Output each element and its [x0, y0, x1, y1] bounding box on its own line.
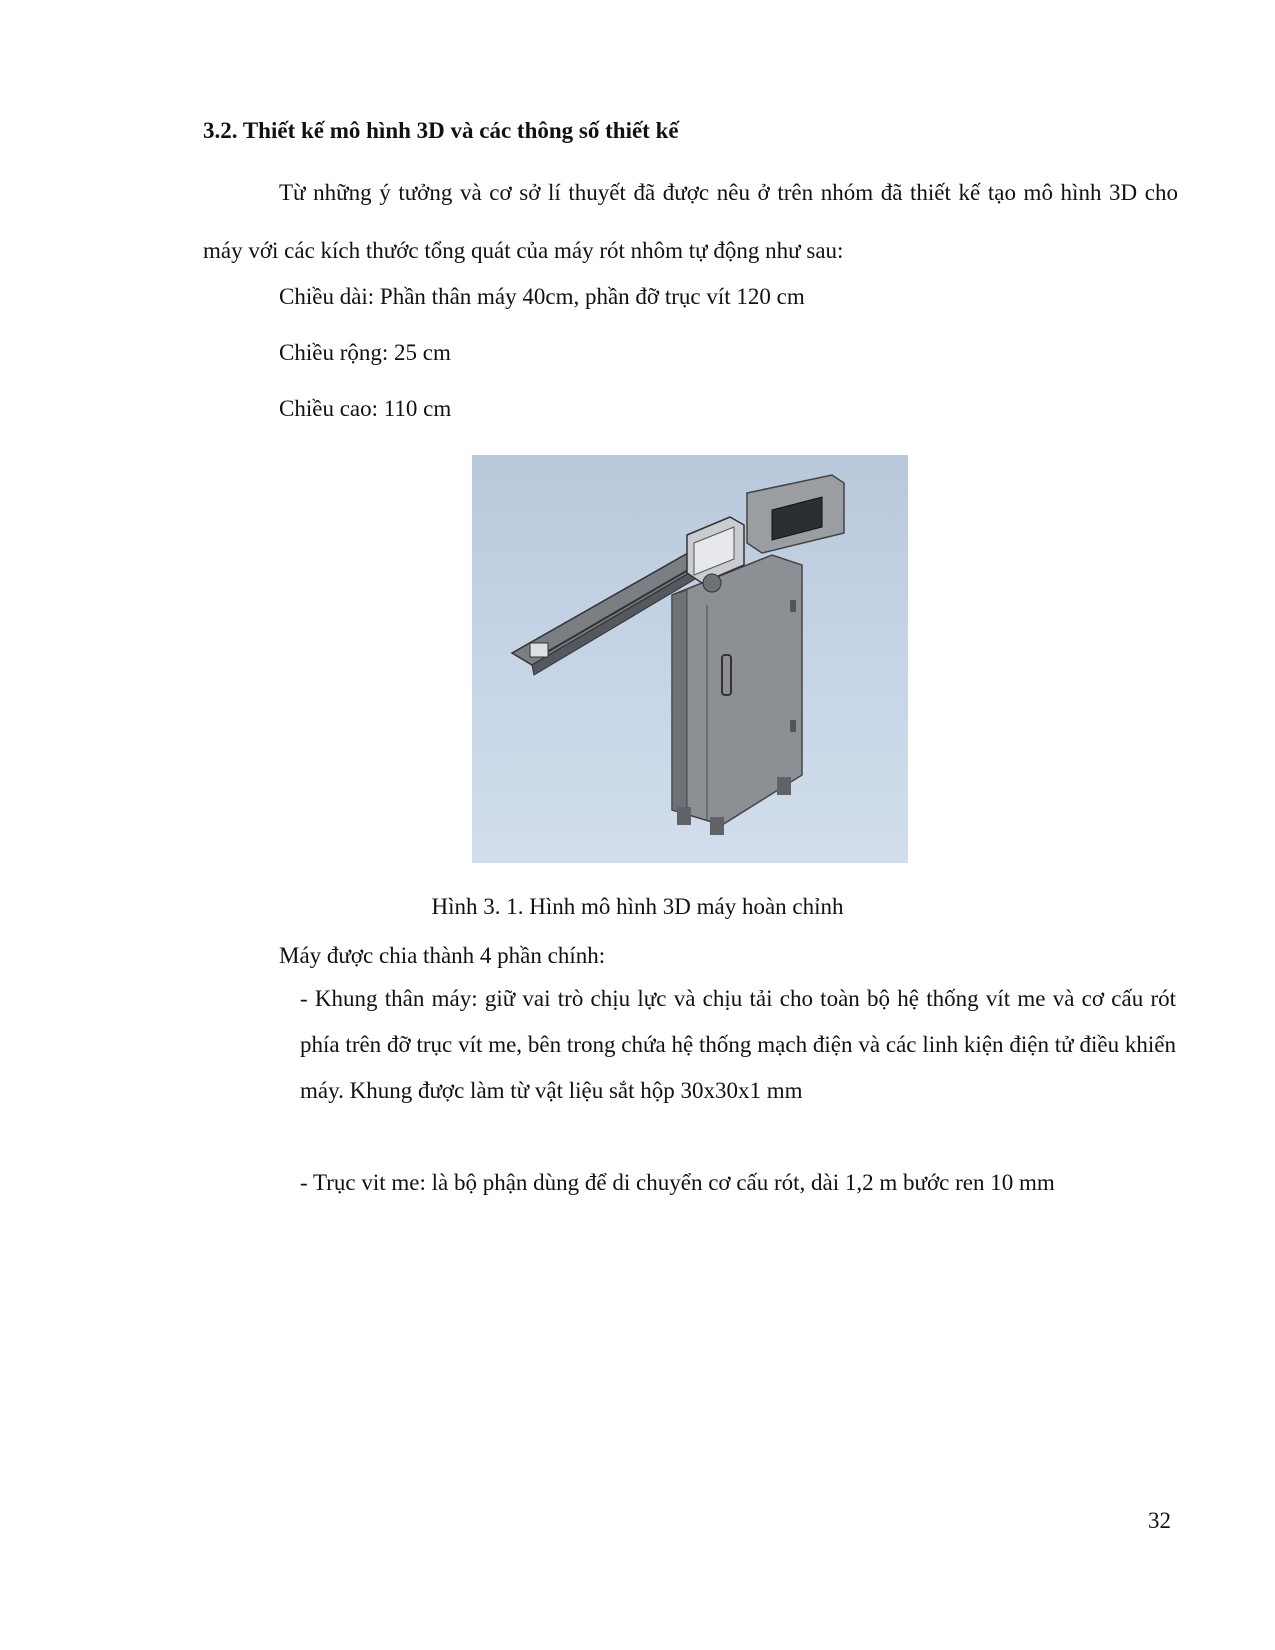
machine-illustration: [472, 455, 908, 863]
foot: [677, 807, 691, 825]
section-heading: 3.2. Thiết kế mô hình 3D và các thông số thiết kế: [203, 118, 679, 143]
parts-intro: Máy được chia thành 4 phần chính:: [279, 943, 606, 968]
machine-3d-render: [472, 455, 908, 863]
dimension-height: Chiều cao: 110 cm: [279, 396, 452, 421]
foot: [777, 777, 791, 795]
dimension-width: Chiều rộng: 25 cm: [279, 340, 451, 365]
cabinet-side: [672, 590, 687, 815]
figure-caption: Hình 3. 1. Hình mô hình 3D máy hoàn chỉnh: [431, 894, 844, 919]
list-item: - Trục vit me: là bộ phận dùng để di chuyển cơ cấu rót, dài 1,2 m bước ren 10 mm: [300, 1170, 1055, 1195]
foot: [710, 817, 724, 835]
intro-paragraph: Từ những ý tưởng và cơ sở lí thuyết đã được nêu ở trên nhóm đã thiết kế tạo mô hình 3D cho máy với các kích thước tổng quát của máy rót nhôm tự động như sau:: [203, 180, 1178, 263]
dimension-length: Chiều dài: Phần thân máy 40cm, phần đỡ trục vít 120 cm: [279, 284, 805, 309]
list-item: - Khung thân máy: giữ vai trò chịu lực và chịu tải cho toàn bộ hệ thống vít me và cơ cấu rót phía trên đỡ trục vít me, bên trong chứa hệ thống mạch điện và các linh kiện điện tử điều khiển máy. Khung được làm từ vật liệu sắt hộp 30x30x1 mm: [300, 986, 1176, 1103]
page-number: 32: [1148, 1508, 1171, 1533]
